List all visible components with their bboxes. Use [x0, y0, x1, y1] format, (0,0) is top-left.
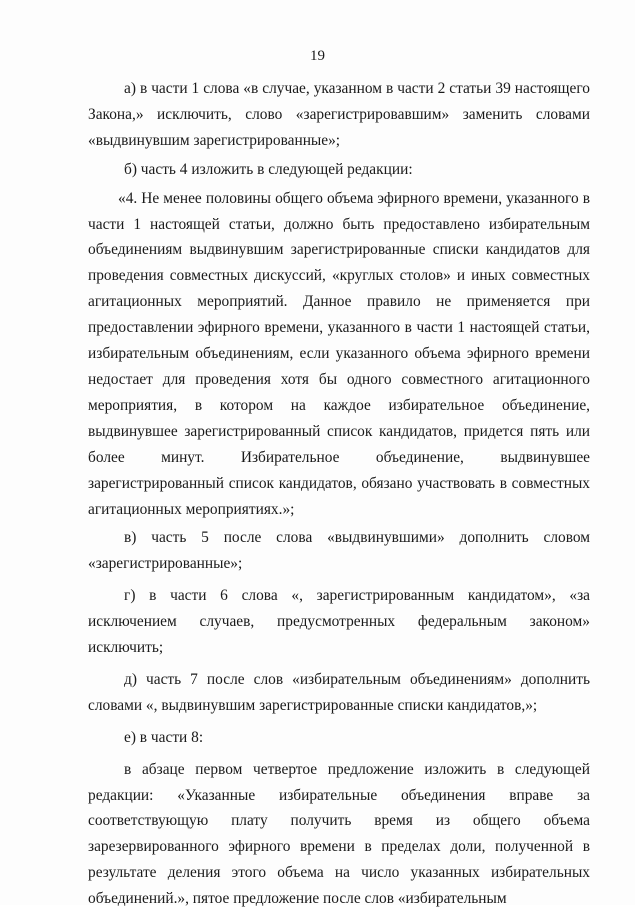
- paragraph-b-quote: «4. Не менее половины общего объема эфирного времени, указанного в части 1 настоящей статьи, должно быть предоставлено избирательным объединениям выдвинувшим зарегистрированные списки кандидатов для проведения совместных дискуссий, «круглых столов» и иных совместных агитационных мероприятий. Данное правило не применяется при предоставлении эфирного времени, указанного в части 1 настоящей статьи, избирательным объединениям, если указанного объема эфирного времени недостает для проведения хотя бы одного совместного агитационного мероприятия, в котором на каждое избирательное объединение, выдвинувшее зарегистрированный список кандидатов, придется пять или более минут. Избирательное объединение, выдвинувшее зарегистрированный список кандидатов, обязано участвовать в совместных агитационных мероприятиях.»;: [88, 189, 590, 518]
- paragraph-a: а) в части 1 слова «в случае, указанном в части 2 статьи 39 настоящего Закона,» исключить, слово «зарегистрировавшим» заменить словами «выдвинувшим зарегистрированные»;: [88, 80, 590, 149]
- paragraph-b: б) часть 4 изложить в следующей редакции:: [124, 160, 413, 178]
- paragraph-e-1: в абзаце первом четвертое предложение изложить в следующей редакции: «Указанные избирательные объединения вправе за соответствующую плату получить время из общего объема зарезервированного эфирного времени в пределах доли, полученной в результате деления этого объема на число указанных избирательных объединений.», пятое предложение после слов «избирательным: [88, 760, 590, 908]
- paragraph-d: д) часть 7 после слов «избирательным объединениям» дополнить словами «, выдвинувшим зарегистрированные списки кандидатов,»;: [88, 670, 590, 714]
- paragraph-e: е) в части 8:: [124, 728, 204, 746]
- document-body: [88, 76, 590, 912]
- paragraph-g: г) в части 6 слова «, зарегистрированным кандидатом», «за исключением случаев, предусмотренных федеральным законом» исключить;: [88, 587, 590, 657]
- paragraph-v: в) часть 5 после слова «выдвинувшими» дополнить словом «зарегистрированные»;: [88, 529, 590, 573]
- page-number: 19: [310, 48, 325, 64]
